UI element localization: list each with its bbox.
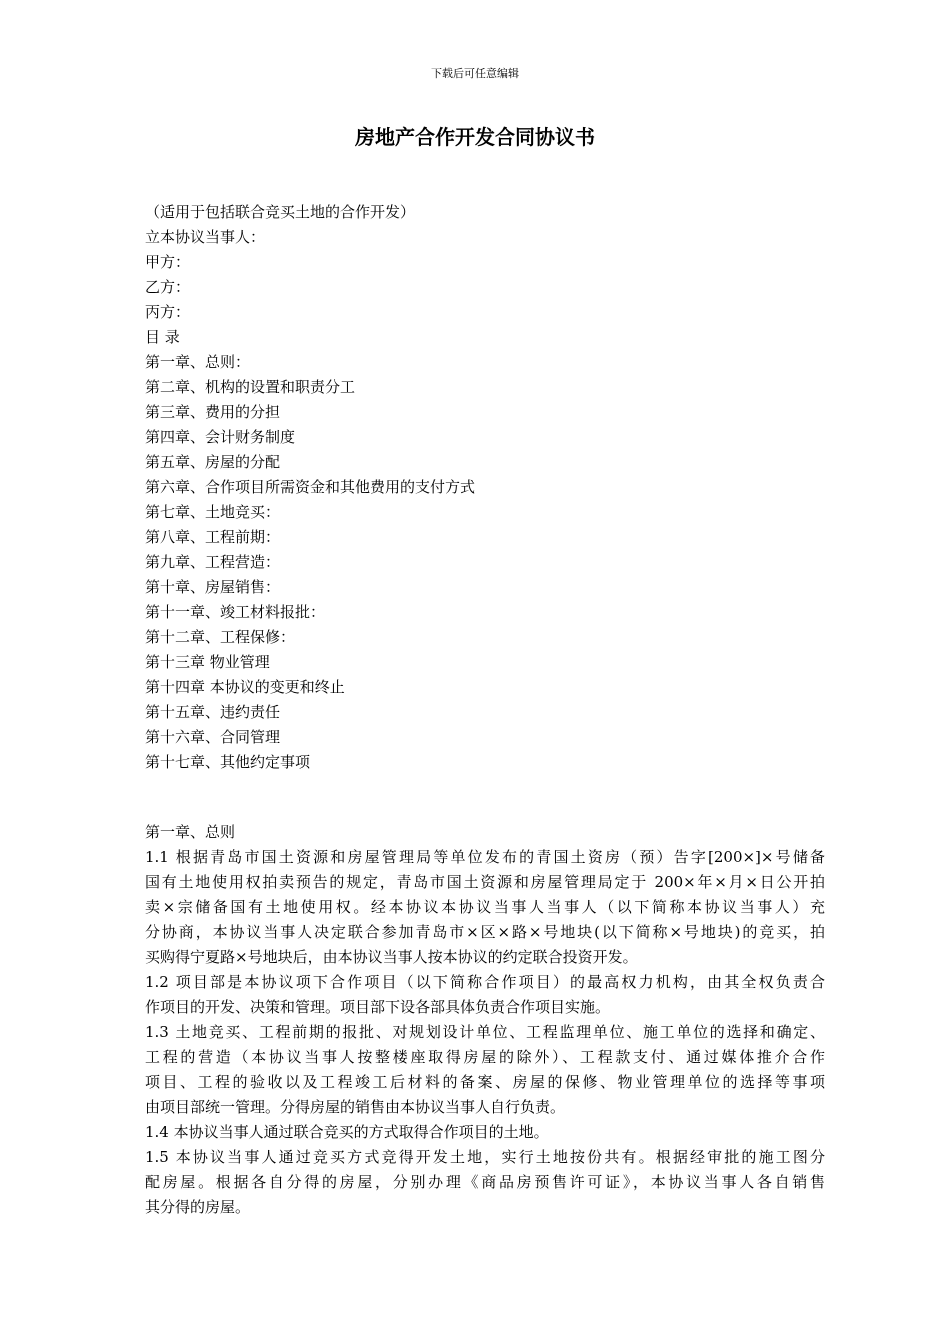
toc-item: 第十二章、工程保修： [145,628,296,646]
paragraph-line: 买购得宁夏路×号地块后，由本协议当事人按本协议的约定联合投资开发。 [145,948,638,966]
paragraph-line: 工程的营造（本协议当事人按整楼座取得房屋的除外）、工程款支付、通过媒体推介合作 [145,1048,825,1066]
toc-item: 第十一章、竣工材料报批： [145,603,326,621]
paragraph-line: 1.4 本协议当事人通过联合竞买的方式取得合作项目的土地。 [145,1123,549,1141]
paragraph-line: 1.5 本协议当事人通过竞买方式竞得开发土地，实行土地按份共有。根据经审批的施工图分 [145,1148,825,1166]
toc-item: 第十七章、其他约定事项 [145,753,311,771]
document-title: 房地产合作开发合同协议书 [355,125,595,149]
paragraph-line: 1.1 根据青岛市国土资源和房屋管理局等单位发布的青国土资房（预）告字[200×]×号储备 [145,848,825,866]
paragraph-line: 由项目部统一管理。分得房屋的销售由本协议当事人自行负责。 [145,1098,566,1116]
intro-and-toc [145,200,825,775]
toc-item: 第十章、房屋销售： [145,578,281,596]
toc-item: 第二章、机构的设置和职责分工 [145,378,356,396]
toc-item: 第四章、会计财务制度 [145,428,296,446]
toc-item: 第三章、费用的分担 [145,403,281,421]
paragraph-line: 分协商，本协议当事人决定联合参加青岛市×区×路×号地块(以下简称×号地块)的竞买，拍 [145,923,825,941]
paragraph-line: 作项目的开发、决策和管理。项目部下设各部具体负责合作项目实施。 [145,998,611,1016]
clause-1-4 [145,1120,825,1145]
clause-1-3 [145,1020,825,1120]
toc-item: 第九章、工程营造： [145,553,281,571]
header-note: 下载后可任意编辑 [431,67,519,80]
toc-item: 第十四章 本协议的变更和终止 [145,678,345,696]
toc-item: 第五章、房屋的分配 [145,453,281,471]
toc-item: 第十三章 物业管理 [145,653,270,671]
clause-1-5 [145,1145,825,1220]
paragraph-line: 1.3 土地竞买、工程前期的报批、对规划设计单位、工程监理单位、施工单位的选择和确定、 [145,1023,825,1041]
paragraph-line: 项目、工程的验收以及工程竣工后材料的备案、房屋的保修、物业管理单位的选择等事项 [145,1073,825,1091]
party-b-label: 乙方： [145,278,191,296]
paragraph-line: 国有土地使用权拍卖预告的规定，青岛市国土资源和房屋管理局定于 200×年×月×日公开拍 [145,873,825,891]
paragraph-line: 配房屋。根据各自分得的房屋，分别办理《商品房预售许可证》，本协议当事人各自销售 [145,1173,825,1191]
chapter-1-heading: 第一章、总则 [145,823,236,841]
toc-heading: 目 录 [145,328,180,346]
toc-item: 第一章、总则： [145,353,251,371]
clause-1-1 [145,845,825,970]
paragraph-line: 其分得的房屋。 [145,1198,251,1216]
paragraph-line: 卖×宗储备国有土地使用权。经本协议本协议当事人当事人（以下简称本协议当事人）充 [145,898,825,916]
toc-item: 第八章、工程前期： [145,528,281,546]
toc-item: 第七章、土地竞买： [145,503,281,521]
toc-item: 第六章、合作项目所需资金和其他费用的支付方式 [145,478,476,496]
party-a-label: 甲方： [145,253,191,271]
paragraph-line: 1.2 项目部是本协议项下合作项目（以下简称合作项目）的最高权力机构，由其全权负责合 [145,973,825,991]
parties-label: 立本协议当事人： [145,228,266,246]
party-c-label: 丙方： [145,303,191,321]
scope-note: （适用于包括联合竞买土地的合作开发） [145,203,416,221]
clause-1-2 [145,970,825,1020]
toc-item: 第十五章、违约责任 [145,703,281,721]
chapter-1-section [145,820,825,1220]
toc-item: 第十六章、合同管理 [145,728,281,746]
